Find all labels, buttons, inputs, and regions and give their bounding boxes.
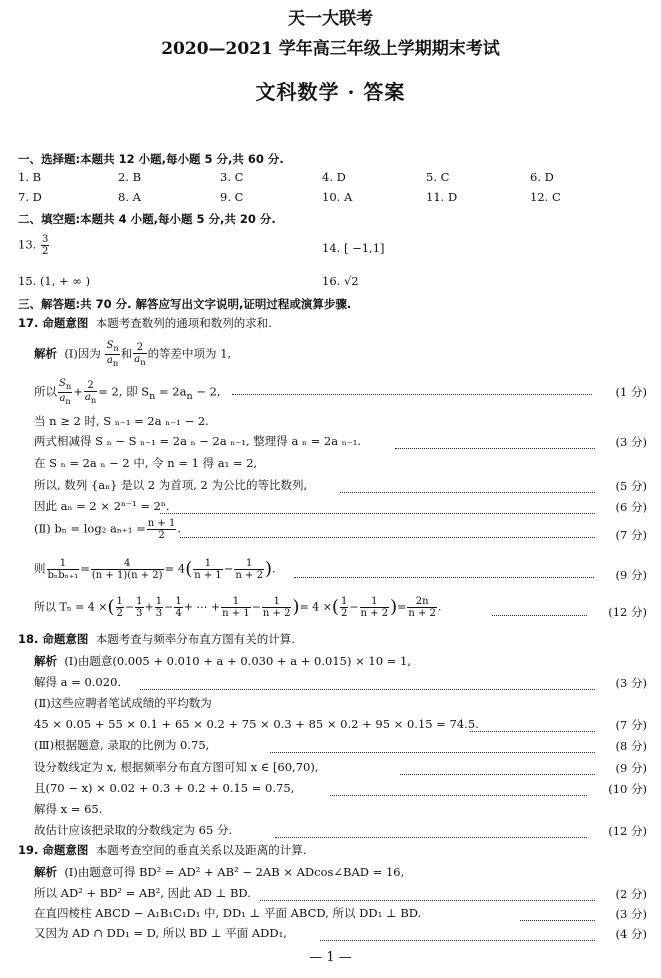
var: a xyxy=(106,355,113,366)
fraction xyxy=(116,596,124,619)
fraction xyxy=(407,596,437,619)
fraction xyxy=(105,340,119,369)
paren: ) xyxy=(292,596,300,618)
numerator: n + 1 xyxy=(147,518,176,529)
leader-dots xyxy=(160,513,595,514)
points: (5 分) xyxy=(615,479,647,493)
q18-line1 xyxy=(34,654,411,668)
points: (6 分) xyxy=(615,500,647,514)
text: + xyxy=(73,384,83,399)
denominator xyxy=(84,392,97,406)
points: (8 分) xyxy=(615,739,647,753)
text: − 2, xyxy=(192,384,221,399)
text: = 2a xyxy=(155,384,187,399)
fraction xyxy=(155,596,163,619)
points: (9 分) xyxy=(615,761,647,775)
denominator: n + 2 xyxy=(235,570,263,581)
sub: n xyxy=(65,381,72,391)
intent-text: 本题考查与频率分布直方图有关的计算. xyxy=(95,632,295,646)
points: (7 分) xyxy=(615,718,647,732)
points: (3 分) xyxy=(615,676,647,690)
numerator: 1 xyxy=(262,596,292,608)
fraction xyxy=(147,518,177,541)
intent-label: 17. 命题意图 xyxy=(18,316,89,330)
sub: n xyxy=(90,394,97,405)
fraction xyxy=(47,558,80,581)
q18-line6: 设分数线定为 x, 根据频率分布直方图可知 x ∈ [60,70), xyxy=(34,760,319,774)
mc-answer: 9. C xyxy=(220,190,244,204)
denominator: 4 xyxy=(175,608,182,619)
numerator: 1 xyxy=(193,558,223,570)
fraction xyxy=(234,558,264,581)
denominator xyxy=(133,354,146,368)
denominator: (n + 1)(n + 2) xyxy=(91,570,163,581)
numerator xyxy=(105,340,119,355)
points: (1 分) xyxy=(615,385,647,399)
numerator: 4 xyxy=(91,558,164,570)
q19-intent xyxy=(18,843,306,857)
text: (Ⅰ)由题意可得 BD² = AD² + AB² − 2AB × ADcos∠BAD = 16, xyxy=(64,865,405,879)
numerator: 1 xyxy=(155,596,163,607)
text: − xyxy=(164,600,174,614)
text: = 4 xyxy=(164,561,186,576)
denominator xyxy=(105,355,119,369)
fraction xyxy=(135,596,143,619)
section1-title: 一、选择题:本题共 12 小题,每小题 5 分,共 60 分. xyxy=(18,152,284,166)
leader-dots xyxy=(294,577,594,578)
paren: ( xyxy=(331,596,339,618)
text: − xyxy=(223,561,234,576)
paren: ( xyxy=(185,558,193,580)
text: 所以 xyxy=(34,384,57,399)
denominator: 3 xyxy=(155,608,163,619)
q17-line4: 两式相减得 S ₙ − S ₙ₋₁ = 2a ₙ − 2a ₙ₋₁, 整理得 a ₙ = 2a ₙ₋₁. xyxy=(34,434,362,448)
page-number: — 1 — xyxy=(309,950,352,965)
text: 所以 Tₙ = 4 × xyxy=(34,600,108,614)
answer-label: 13. xyxy=(18,237,37,252)
points: (12 分) xyxy=(608,605,647,619)
intent-text: 本题考查数列的通项和数列的求和. xyxy=(95,316,272,330)
paren: ) xyxy=(264,558,272,580)
section3-title: 三、解答题:共 70 分. 解答应写出文字说明,证明过程或演算步骤. xyxy=(18,297,352,311)
numerator xyxy=(58,378,72,393)
points: (3 分) xyxy=(615,907,647,921)
leader-dots xyxy=(340,492,595,493)
fill-answer-16: 16. √2 xyxy=(322,274,359,288)
subject-title: 文科数学 · 答案 xyxy=(255,80,406,104)
denominator: n + 2 xyxy=(408,608,436,619)
leader-dots xyxy=(400,774,595,775)
denominator: 2 xyxy=(340,608,348,619)
text: . xyxy=(177,521,181,536)
text: 的等差中项为 1, xyxy=(147,346,232,361)
points: (7 分) xyxy=(615,528,647,542)
q17-line10 xyxy=(34,596,441,619)
leader-dots xyxy=(180,537,595,538)
var: a xyxy=(84,391,91,403)
exam-org: 天一大联考 xyxy=(288,9,373,29)
text: = 4 × xyxy=(299,600,332,614)
fill-answer-15: 15. (1, + ∞ ) xyxy=(18,274,91,288)
var: S xyxy=(106,340,114,351)
q18-line3: (Ⅱ)这些应聘者笔试成绩的平均数为 xyxy=(34,696,212,710)
intent-label: 18. 命题意图 xyxy=(18,632,89,646)
points: (12 分) xyxy=(608,824,647,838)
denominator: 2 xyxy=(116,608,123,619)
denominator: 2 xyxy=(41,246,49,257)
fraction xyxy=(221,596,251,619)
points: (9 分) xyxy=(615,568,647,582)
numerator: 2 xyxy=(133,342,146,354)
fill-answer-13 xyxy=(18,234,50,257)
q18-line4: 45 × 0.05 + 55 × 0.1 + 65 × 0.2 + 75 × 0.3 + 85 × 0.2 + 95 × 0.15 = 74.5. xyxy=(34,717,479,731)
q19-line1 xyxy=(34,865,404,879)
analysis-label: 解析 xyxy=(34,654,57,668)
fill-answer-14: 14. [ −1,1] xyxy=(322,241,385,255)
q17-line9 xyxy=(34,558,276,581)
mc-answer: 3. C xyxy=(220,170,244,184)
text: − xyxy=(124,600,135,614)
q17-line1 xyxy=(34,340,231,369)
fraction xyxy=(58,378,72,407)
numerator: 2 xyxy=(84,380,97,392)
text: 则 xyxy=(34,561,46,576)
q18-line2: 解得 a = 0.020. xyxy=(34,675,122,689)
text: − xyxy=(251,600,261,614)
q17-line5: 在 S ₙ = 2a ₙ − 2 中, 令 n = 1 得 a₁ = 2, xyxy=(34,456,258,470)
numerator: 1 xyxy=(221,596,251,608)
sub: n xyxy=(186,390,193,402)
q18-intent xyxy=(18,632,295,646)
leader-dots xyxy=(470,731,595,732)
mc-answer: 7. D xyxy=(18,190,42,204)
text: = xyxy=(397,600,407,614)
mc-answer: 4. D xyxy=(322,170,346,184)
numerator: 3 xyxy=(41,234,49,245)
text: + ⋯ + xyxy=(183,600,221,614)
q19-line3: 在直四棱柱 ABCD − A₁B₁C₁D₁ 中, DD₁ ⊥ 平面 ABCD, 所以 DD₁ ⊥ BD. xyxy=(34,906,422,920)
text: + xyxy=(144,600,154,614)
paren: ( xyxy=(107,596,115,618)
denominator: n + 1 xyxy=(194,570,222,581)
q17-line3: 当 n ≥ 2 时, S ₙ₋₁ = 2a ₙ₋₁ − 2. xyxy=(34,414,209,428)
fraction xyxy=(360,596,390,619)
intent-label: 19. 命题意图 xyxy=(18,843,89,857)
q19-line4: 又因为 AD ∩ DD₁ = D, 所以 BD ⊥ 平面 ADD₁, xyxy=(34,926,287,940)
sub: n xyxy=(112,358,119,368)
text: (Ⅰ)由题意(0.005 + 0.010 + a + 0.030 + a + 0.015) × 10 = 1, xyxy=(64,654,411,668)
fraction xyxy=(193,558,223,581)
leader-dots xyxy=(232,394,592,395)
sub: n xyxy=(149,390,156,402)
mc-answer: 8. A xyxy=(118,190,141,204)
q17-line7: 因此 aₙ = 2 × 2ⁿ⁻¹ = 2ⁿ. xyxy=(34,499,170,513)
exam-title: 2020—2021 学年高三年级上学期期末考试 xyxy=(161,39,500,59)
numerator: 2n xyxy=(407,596,437,608)
numerator: 1 xyxy=(175,596,182,607)
mc-answer: 1. B xyxy=(18,170,42,184)
leader-dots xyxy=(520,920,595,921)
q18-line8: 解得 x = 65. xyxy=(34,802,103,816)
text: (Ⅰ)因为 xyxy=(64,346,101,361)
leader-dots xyxy=(320,940,595,941)
paren: ) xyxy=(390,596,398,618)
denominator xyxy=(58,393,72,407)
numerator: 1 xyxy=(116,596,123,607)
denominator: n + 1 xyxy=(222,608,250,619)
mc-answer: 12. C xyxy=(530,190,561,204)
denominator: 2 xyxy=(158,530,165,541)
fraction xyxy=(84,380,97,406)
q18-line5: (Ⅲ)根据题意, 录取的比例为 0.75, xyxy=(34,738,210,752)
section2-title: 二、填空题:本题共 4 小题,每小题 5 分,共 20 分. xyxy=(18,212,276,226)
q18-line7: 且(70 − x) × 0.02 + 0.3 + 0.2 + 0.15 = 0.75, xyxy=(34,781,295,795)
q17-line2 xyxy=(34,378,221,407)
points: (10 分) xyxy=(608,782,647,796)
numerator: 1 xyxy=(234,558,264,570)
sub: n xyxy=(65,396,71,406)
text: . xyxy=(271,561,276,576)
sub: n xyxy=(140,356,146,367)
sub: n xyxy=(113,343,119,353)
var: S xyxy=(59,378,66,389)
fraction xyxy=(262,596,292,619)
mc-answer: 5. C xyxy=(426,170,450,184)
leader-dots xyxy=(275,837,587,838)
fraction xyxy=(133,342,146,368)
denominator: n + 2 xyxy=(262,608,291,619)
q17-intent xyxy=(18,316,272,330)
fraction xyxy=(340,596,348,619)
denominator: bₙbₙ₊₁ xyxy=(47,570,79,581)
mc-answer: 11. D xyxy=(426,190,458,204)
analysis-label: 解析 xyxy=(34,865,57,879)
text: = 2, 即 S xyxy=(98,384,150,399)
q19-line2: 所以 AD² + BD² = AB², 因此 AD ⊥ BD. xyxy=(34,886,251,900)
analysis-label: 解析 xyxy=(34,346,57,361)
mc-answer: 2. B xyxy=(118,170,142,184)
leader-dots xyxy=(270,752,595,753)
q18-line9: 故估计应该把录取的分数线定为 65 分. xyxy=(34,823,233,837)
fraction xyxy=(41,234,49,257)
fraction xyxy=(174,596,182,619)
text: = xyxy=(80,561,90,576)
leader-dots xyxy=(140,689,595,690)
denominator: 3 xyxy=(136,608,143,619)
text: (Ⅱ) bₙ = log₂ aₙ₊₁ = xyxy=(34,521,146,536)
numerator: 1 xyxy=(340,596,348,607)
var: a xyxy=(59,393,66,404)
points: (4 分) xyxy=(615,927,647,941)
points: (2 分) xyxy=(615,887,647,901)
mc-answer: 10. A xyxy=(322,190,353,204)
text: . xyxy=(437,600,442,614)
intent-text: 本题考查空间的垂直关系以及距离的计算. xyxy=(95,843,307,857)
text: − xyxy=(349,600,359,614)
leader-dots xyxy=(492,615,587,616)
leader-dots xyxy=(395,448,595,449)
leader-dots xyxy=(330,795,587,796)
mc-answer: 6. D xyxy=(530,170,554,184)
text: 和 xyxy=(120,346,133,361)
numerator: 1 xyxy=(136,596,143,607)
var: a xyxy=(134,353,141,365)
points: (3 分) xyxy=(615,435,647,449)
numerator: 1 xyxy=(360,596,390,608)
leader-dots xyxy=(260,900,595,901)
denominator: n + 2 xyxy=(360,608,389,619)
fraction xyxy=(91,558,164,581)
q17-line6: 所以, 数列 {aₙ} 是以 2 为首项, 2 为公比的等比数列, xyxy=(34,478,308,492)
q17-line8 xyxy=(34,518,181,541)
numerator: 1 xyxy=(47,558,80,570)
